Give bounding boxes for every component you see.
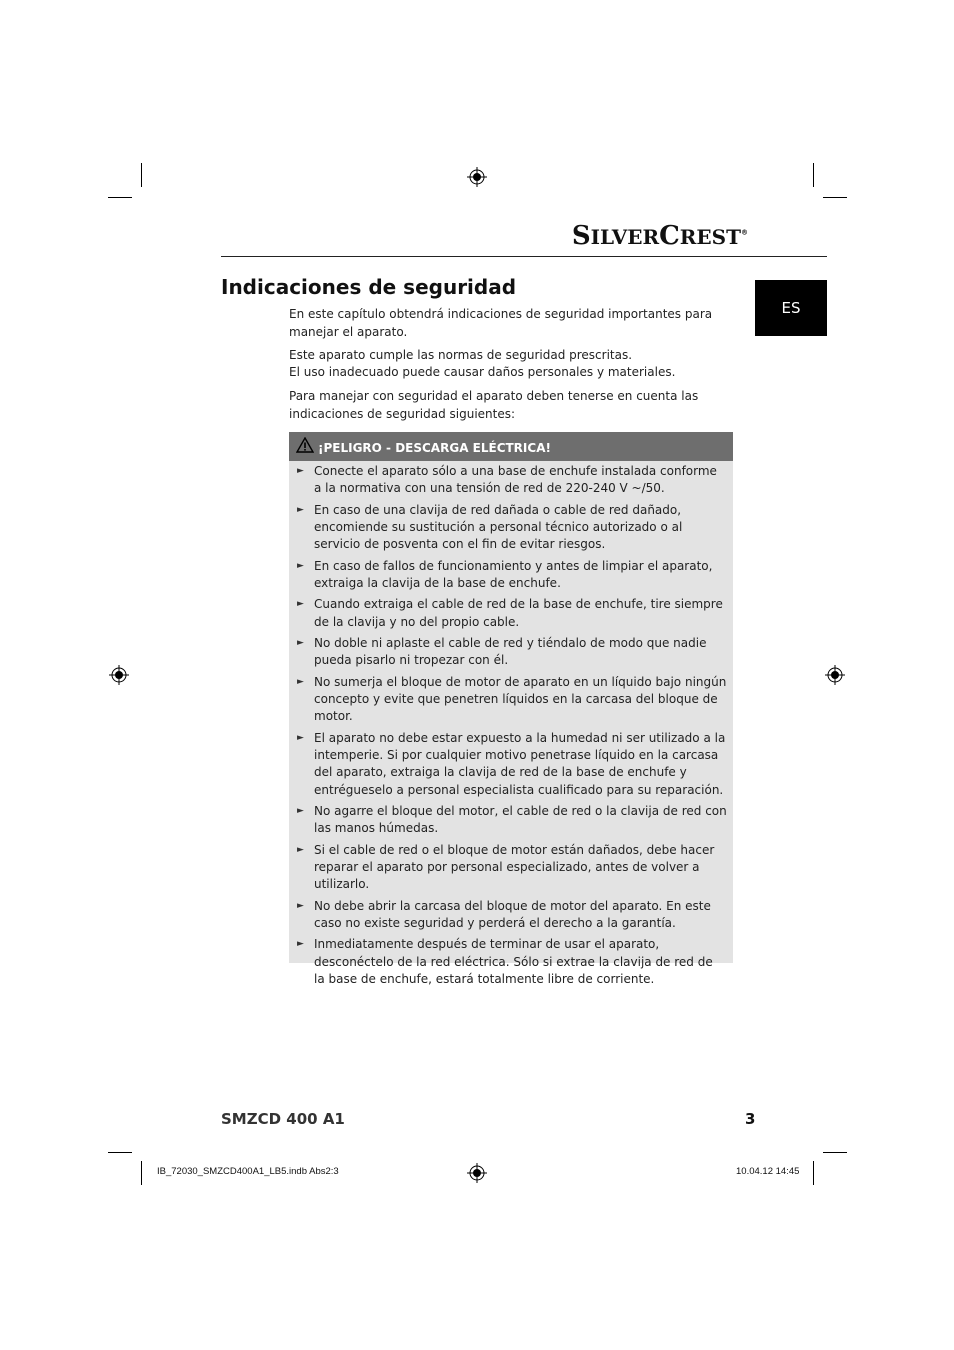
arrow-right-icon: ► <box>297 560 304 571</box>
registration-mark-icon <box>467 167 487 187</box>
warning-list <box>289 463 733 992</box>
language-tab: ES <box>755 280 827 336</box>
crop-mark <box>813 1161 814 1185</box>
arrow-right-icon: ► <box>297 806 304 816</box>
header-rule <box>221 256 827 257</box>
print-slug-date: 10.04.12 14:45 <box>736 1166 800 1177</box>
list-item-text: No doble ni aplaste el cable de red y tiéndalo de modo que nadie pueda pisarlo ni tropezar con él. <box>314 636 707 668</box>
crop-mark <box>108 197 132 198</box>
warning-title: ¡PELIGRO - DESCARGA ELÉCTRICA! <box>318 441 551 455</box>
intro-paragraph: En este capítulo obtendrá indicaciones de seguridad importantes para manejar el aparato. <box>289 307 713 339</box>
list-item-text: No debe abrir la carcasa del bloque de motor del aparato. En este caso no existe seguridad y perderá el derecho a la garantía. <box>314 898 711 930</box>
section-title: Indicaciones de seguridad <box>221 275 517 299</box>
arrow-right-icon: ► <box>297 638 304 649</box>
registration-mark-icon <box>825 665 845 685</box>
list-item-text: En caso de una clavija de red dañada o cable de red dañado, encomiende su sustitución a personal técnico autorizado o al servicio de posventa con el fin de evitar riesgos. <box>314 502 683 552</box>
list-item-text: El aparato no debe estar expuesto a la humedad ni ser utilizado a la intemperie. Si por cualquier motivo penetrase líquido en la carcasa del aparato, extraiga la clavija de red de la base de enchufe y entrégueselo a personal especialista cualificado para su reparación. <box>314 730 726 797</box>
arrow-right-icon: ► <box>297 599 304 610</box>
list-item-text: No sumerja el bloque de motor de aparato en un líquido bajo ningún concepto y evite que penetren líquidos en la carcasa del bloque de motor. <box>314 674 727 724</box>
list-item <box>289 558 733 593</box>
page-number: 3 <box>745 1110 756 1128</box>
list-item <box>289 803 733 838</box>
crop-mark <box>813 163 814 187</box>
list-item-text: Conecte el aparato sólo a una base de enchufe instalada conforme a la normativa con una tensión de red de 220-240 V ~/50. <box>314 464 717 496</box>
list-item <box>289 596 733 631</box>
registration-mark-icon <box>109 665 129 685</box>
list-item <box>289 898 733 933</box>
arrow-right-icon: ► <box>297 466 304 476</box>
list-item <box>289 842 733 894</box>
warning-triangle-icon <box>296 437 314 453</box>
brand-logo: SILVERCREST® <box>571 221 748 251</box>
arrow-right-icon: ► <box>297 900 304 911</box>
registration-mark-icon <box>467 1163 487 1183</box>
arrow-right-icon: ► <box>297 676 304 687</box>
crop-mark <box>823 1152 847 1153</box>
list-item <box>289 502 733 554</box>
crop-mark <box>141 1161 142 1185</box>
list-item-text: Cuando extraiga el cable de red de la base de enchufe, tire siempre de la clavija y no del propio cable. <box>314 597 723 629</box>
crop-mark <box>141 163 142 187</box>
list-item <box>289 635 733 670</box>
list-item-text: No agarre el bloque del motor, el cable de red o la clavija de red con las manos húmedas. <box>314 804 727 836</box>
model-number: SMZCD 400 A1 <box>221 1110 345 1128</box>
crop-mark <box>823 197 847 198</box>
list-item <box>289 730 733 799</box>
intro-paragraph: El uso inadecuado puede causar daños personales y materiales. <box>289 365 676 379</box>
arrow-right-icon: ► <box>297 939 304 950</box>
list-item <box>289 936 733 988</box>
print-slug-file: IB_72030_SMZCD400A1_LB5.indb Abs2:3 <box>157 1166 339 1177</box>
intro-paragraph: Este aparato cumple las normas de seguridad prescritas. <box>289 348 633 362</box>
list-item-text: Si el cable de red o el bloque de motor están dañados, debe hacer reparar el aparato por personal especializado, antes de volver a utilizarlo. <box>314 842 715 892</box>
list-item <box>289 463 733 498</box>
list-item <box>289 674 733 726</box>
list-item-text: Inmediatamente después de terminar de usar el aparato, desconéctelo de la red eléctrica. Sólo si extrae la clavija de red de la base de enchufe, estará totalmente libre de corriente. <box>314 937 713 986</box>
arrow-right-icon: ► <box>297 732 304 743</box>
arrow-right-icon: ► <box>297 504 304 515</box>
intro-paragraph: Para manejar con seguridad el aparato deben tenerse en cuenta las indicaciones de seguridad siguientes: <box>289 389 699 421</box>
crop-mark <box>108 1152 132 1153</box>
arrow-right-icon: ► <box>297 844 304 855</box>
list-item-text: En caso de fallos de funcionamiento y antes de limpiar el aparato, extraiga la clavija de la base de enchufe. <box>314 558 713 590</box>
